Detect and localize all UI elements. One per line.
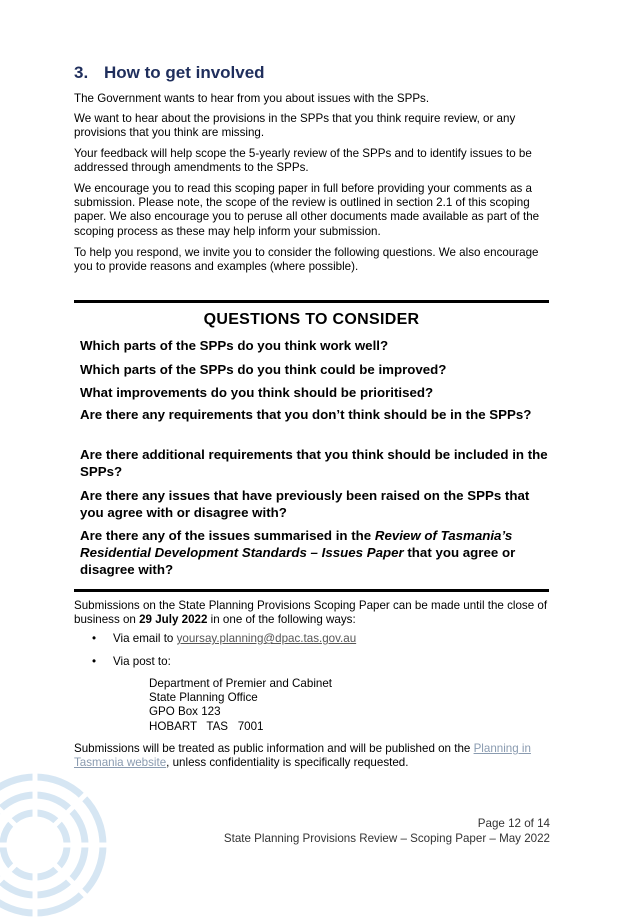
public-text-post: , unless confidentiality is specifically requested. (166, 756, 409, 770)
address-line-1: Department of Premier and Cabinet (149, 677, 333, 690)
section-title: How to get involved (104, 63, 265, 82)
question-5: Are there additional requirements that you think should be included in the SPPs? (80, 447, 548, 479)
question-7-post: that you agree or disagree with? (80, 545, 516, 577)
question-6: Are there any issues that have previously been raised on the SPPs that you agree with or disagree with? (80, 488, 530, 520)
divider-bottom (74, 589, 549, 592)
public-info-paragraph (74, 742, 548, 770)
submission-methods-list (74, 632, 544, 678)
planning-tasmania-link[interactable]: Planning in Tasmania website (74, 742, 531, 770)
question-2: Which parts of the SPPs do you think could be improved? (80, 362, 447, 377)
section-number: 3. (74, 63, 89, 82)
intro-paragraph-5: To help you respond, we invite you to consider the following questions. We also encourage you to provide reasons and examples (where possible). (74, 246, 539, 274)
address-line-2: State Planning Office (149, 691, 258, 705)
intro-paragraph-2: We want to hear about the provisions in the SPPs that you think require review, or any provisions that you think are missing. (74, 112, 516, 140)
question-7-pre: Are there any of the issues summarised in the (80, 528, 375, 543)
document-title-footer: State Planning Provisions Review – Scoping Paper – May 2022 (223, 831, 550, 845)
submissions-text-post: in one of the following ways: (207, 613, 356, 627)
closing-date: 29 July 2022 (139, 613, 208, 627)
section-heading (74, 63, 265, 83)
question-3: What improvements do you think should be prioritised? (80, 385, 434, 400)
email-link[interactable]: yoursay.planning@dpac.tas.gov.au (176, 632, 357, 645)
submissions-paragraph (74, 599, 548, 627)
page-footer (224, 817, 550, 846)
submissions-text-pre: Submissions on the State Planning Provisions Scoping Paper can be made until the close of business on (74, 599, 548, 627)
question-4: Are there any requirements that you don’t think should be in the SPPs? (80, 407, 532, 422)
page-number: Page 12 of 14 (477, 817, 550, 830)
divider-top (74, 300, 549, 303)
intro-paragraph-1: The Government wants to hear from you about issues with the SPPs. (74, 92, 430, 105)
public-text-pre: Submissions will be treated as public information and will be published on the (74, 742, 474, 755)
list-item-email (74, 632, 544, 646)
email-label: Via email to (113, 632, 177, 645)
address-line-3: GPO Box 123 (149, 705, 221, 719)
intro-paragraph-4: We encourage you to read this scoping paper in full before providing your comments as a submission. Please note, the scope of the review is outlined in section 2.1 of this scoping paper. We also encourage you to peruse all other documents made available as part of the scoping process as these may help inform your submission. (74, 182, 540, 238)
address-line-4: HOBART TAS 7001 (149, 719, 264, 733)
question-7 (80, 527, 550, 578)
questions-title: QUESTIONS TO CONSIDER (203, 311, 420, 328)
question-1: Which parts of the SPPs do you think work well? (80, 338, 389, 353)
watermark-logo-icon (0, 770, 110, 920)
postal-address (149, 677, 332, 734)
issues-paper-title: Review of Tasmania’s Residential Development Standards – Issues Paper (80, 528, 513, 560)
intro-paragraph-3: Your feedback will help scope the 5-yearly review of the SPPs and to identify issues to be addressed through amendments to the SPPs. (74, 147, 532, 175)
post-label: Via post to: (113, 655, 171, 668)
list-item-post (74, 655, 544, 669)
